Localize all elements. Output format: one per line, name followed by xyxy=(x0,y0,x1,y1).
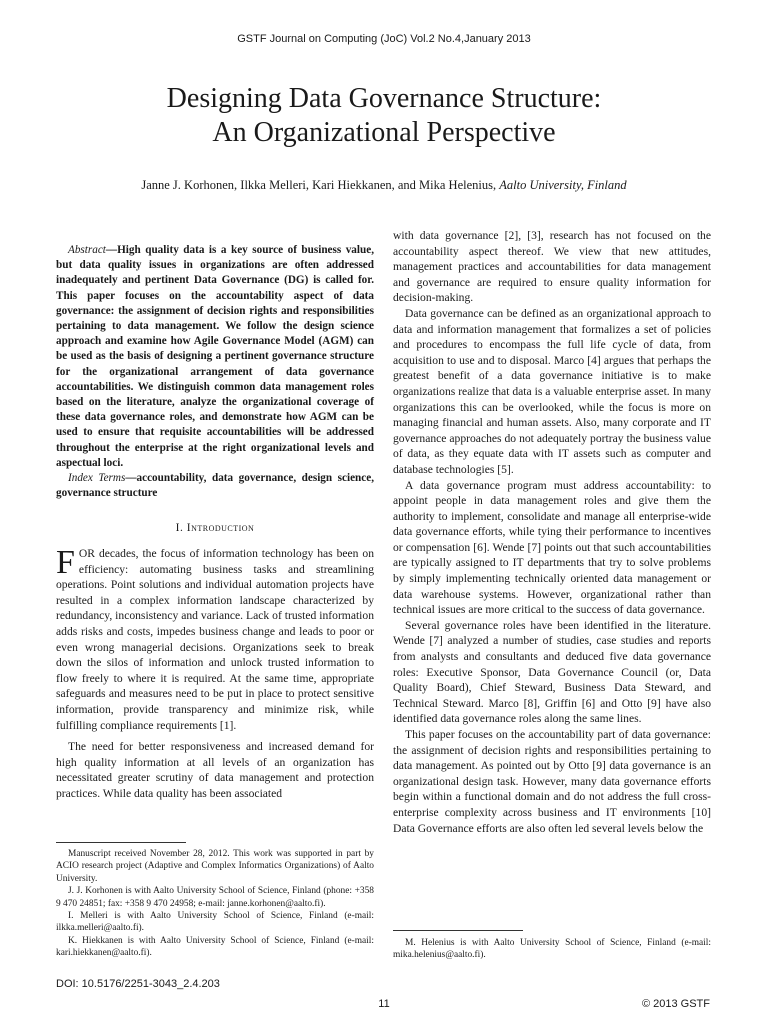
author-line xyxy=(0,178,768,193)
footnotes-right xyxy=(393,937,711,962)
left-column xyxy=(56,243,374,802)
abstract-label: Abstract xyxy=(68,244,106,256)
intro-paragraph-2: The need for better responsiveness and increased demand for high quality information at all levels of an organization has necessitated greater scrutiny of data management and protection practices. While data quality has been associated xyxy=(56,740,374,800)
intro-text-1: decades, the focus of information technology has been on efficiency: automating business tasks and streamlining operations. Point solutions and individual automation projects have resulted in a complex information landscape characterized by redundancy, inconsistency and variance. Lack of trusted information adds risks and costs, impedes business change and leads to poor or even wrong managerial decisions. Organizations seek to break down the silos of information and unlock trusted information to flow freely to where it is required. At the same time, appropriate safeguards and measures need to be put in place to protect sensitive information, provide transparency and minimize risk, while fulfilling compliance requirements [1]. xyxy=(56,547,374,732)
body-paragraph-5: This paper focuses on the accountability part of data governance: the assignment of decision rights and responsibilities pertaining to data management. As pointed out by Otto [9] data governance is an organizational design task. However, many data governance efforts begin within a functional domain and do not address the full cross-enterprise complexity across business and IT environments [10] Data Governance efforts are also often led several levels below the xyxy=(393,728,711,835)
body-paragraph-2: Data governance can be defined as an organizational approach to data and information management that formalizes a set of policies and procedures to encompass the full life cycle of data, from acquisition to use and to disposal. Marco [4] argues that perhaps the greatest benefit of a data governance initiative is to make organizations realize that data is a valuable enterprise asset. In many organizations this can be overlooked, while the focus is more on managing financial and human assets. Also, many corporate and IT governance approaches do not adequately portray the business value of data, as they equate data with IT assets such as computer and database technologies [5]. xyxy=(393,306,711,476)
footnote: M. Helenius is with Aalto University School of Science, Finland (e-mail: mika.helenius@aalto.fi). xyxy=(393,938,711,961)
index-terms xyxy=(56,471,374,501)
footnote-rule-right xyxy=(393,930,523,931)
body-paragraph-3: A data governance program must address accountability: to appoint people in data management roles and give them the authority to implement, consolidate and manage all enterprise-wide data governance efforts, while tying their performance to incentives or compensation [6]. Wende [7] points out that such accountabilities are typically assigned to IT departments that try to solve problems by simply implementing technically oriented data management or data warehouse systems. However, organizational rather than technical issues are more critical to the success of data governance. xyxy=(393,478,711,617)
footnotes-left xyxy=(56,848,374,960)
abstract-text: —High quality data is a key source of business value, but data quality issues in organizations are often addressed inadequately and pertinent Data Governance (DG) is called for. This paper focuses on the accountability aspect of data governance: the assignment of decision rights and responsibilities pertaining to data management. We follow the design science approach and examine how Agile Governance Model (AGM) can be used as the basis of designing a pertinent governance structure for the organizational arrangement of data governance accountabilities. We distinguish common data management roles based on the literature, analyze the organizational coverage of these data governance roles, and demonstrate how AGM can be used to ensure that requisite accountabilities will be addressed throughout the enterprise at the right organizational levels and aspectual loci. xyxy=(56,244,374,469)
section-title: Introduction xyxy=(186,522,255,535)
title-line-1: Designing Data Governance Structure: xyxy=(166,83,602,114)
author-affiliation: Aalto University, Finland xyxy=(499,178,627,192)
journal-header: GSTF Journal on Computing (JoC) Vol.2 No.4,January 2013 xyxy=(237,33,531,45)
section-number: I. xyxy=(175,522,184,535)
index-terms-text: —accountability, data governance, design science, governance structure xyxy=(56,472,374,500)
body-paragraph-1: with data governance [2], [3], research has not focused on the accountability aspect thereof. We view that new attitudes, management practices and accountabilities for data management and governance are required to ensure quality information for decision-making. xyxy=(393,229,711,305)
footnote-rule-left xyxy=(56,842,186,843)
author-names: Janne J. Korhonen, Ilkka Melleri, Kari Hiekkanen, and Mika Helenius, xyxy=(141,178,497,192)
doi-label: DOI: 10.5176/2251-3043_2.4.203 xyxy=(56,978,220,990)
title-line-2: An Organizational Perspective xyxy=(212,117,556,148)
footnote: J. J. Korhonen is with Aalto University School of Science, Finland (phone: +358 9 470 24851; fax: +358 9 470 24958; e-mail: janne.korhonen@aalto.fi). xyxy=(56,886,374,909)
copyright: © 2013 GSTF xyxy=(641,998,710,1010)
drop-cap: F xyxy=(56,544,75,582)
intro-lead-word: OR xyxy=(78,547,96,561)
intro-paragraph-1 xyxy=(56,546,374,733)
section-heading xyxy=(56,521,374,537)
page-number: 11 xyxy=(378,998,390,1010)
index-terms-label: Index Terms xyxy=(68,472,126,485)
abstract xyxy=(56,243,374,471)
footnote: I. Melleri is with Aalto University School of Science, Finland (e-mail: ilkka.melleri@aalto.fi). xyxy=(56,911,374,934)
body-paragraph-4: Several governance roles have been identified in the literature. Wende [7] analyzed a number of studies, case studies and reports from analysts and consultants and deduced five data governance roles: Executive Sponsor, Data Governance Council (or, Data Quality Board), Chief Steward, Business Data Steward, and Technical Steward. Marco [8], Griffin [6] and Otto [9] have also identified data governance roles along the same lines. xyxy=(393,618,711,726)
footnote: K. Hiekkanen is with Aalto University School of Science, Finland (e-mail: kari.hiekkanen@aalto.fi). xyxy=(56,935,374,959)
right-column xyxy=(393,228,711,836)
footnote: Manuscript received November 28, 2012. This work was supported in part by ACIO research project (Adaptive and Complex Informatics Organizations) of Aalto University. xyxy=(56,849,374,884)
paper-title xyxy=(0,82,768,150)
